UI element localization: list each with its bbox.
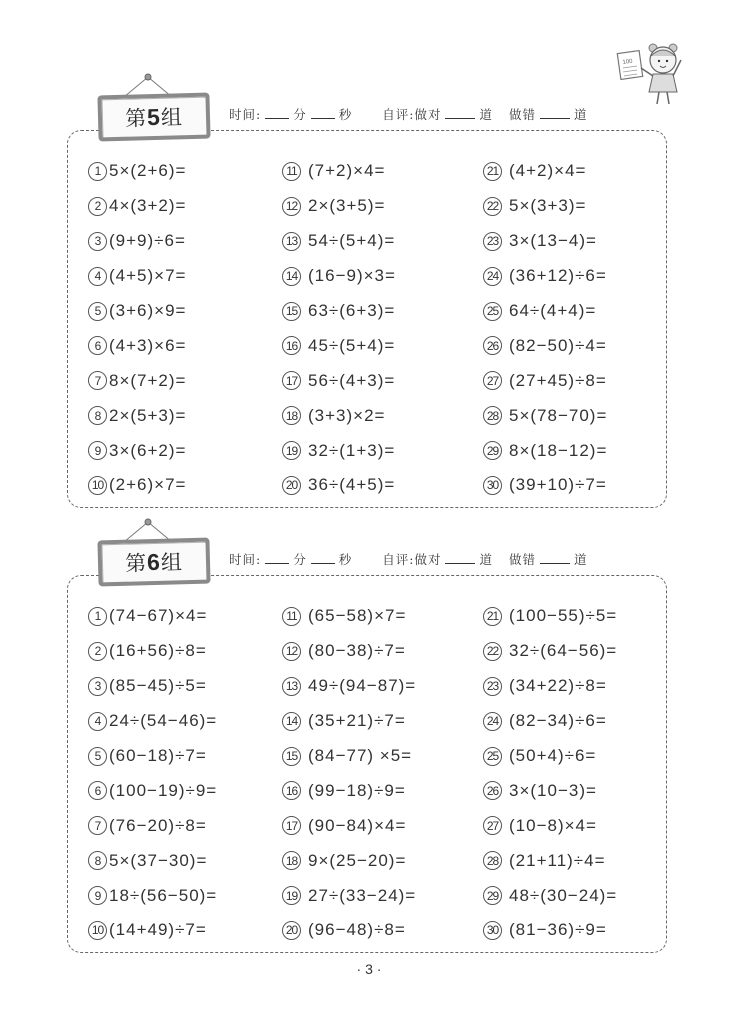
wrong-label: 做错 — [508, 552, 536, 567]
problem-item — [282, 913, 416, 948]
timing-and-self-eval — [229, 550, 588, 568]
seconds-blank[interactable] — [311, 109, 335, 119]
section-title-frame — [97, 538, 210, 587]
problem-number-circle: 25 — [483, 747, 502, 766]
problem-number-circle: 8 — [88, 406, 107, 425]
problem-number-circle: 1 — [88, 162, 107, 181]
problem-expression: 45÷(5+4)= — [308, 335, 396, 355]
problem-number-circle: 15 — [282, 747, 301, 766]
problem-item — [282, 808, 416, 843]
problem-column — [282, 599, 416, 948]
problem-item — [88, 154, 186, 189]
problem-expression: (74−67)×4= — [109, 606, 208, 626]
problem-number-circle: 16 — [282, 336, 301, 355]
problem-item — [88, 224, 186, 259]
second-label: 秒 — [338, 552, 353, 567]
problem-number-circle: 3 — [88, 232, 107, 251]
problem-expression: 2×(3+5)= — [308, 196, 386, 216]
problem-number-circle: 18 — [282, 406, 301, 425]
problem-number-circle: 6 — [88, 336, 107, 355]
problem-item — [483, 669, 617, 704]
wrong-count-blank[interactable] — [540, 109, 570, 119]
problem-item — [483, 878, 617, 913]
problem-item — [483, 773, 617, 808]
problem-number-circle: 19 — [282, 886, 301, 905]
problem-number-circle: 26 — [483, 781, 502, 800]
problem-expression: (90−84)×4= — [308, 815, 407, 835]
problem-item — [88, 294, 186, 329]
problem-number-circle: 27 — [483, 816, 502, 835]
wrong-count-blank[interactable] — [540, 554, 570, 564]
problem-number-circle: 17 — [282, 816, 301, 835]
problem-item — [88, 468, 186, 503]
problem-number-circle: 30 — [483, 921, 502, 940]
self-eval-label: 自评:做对 — [382, 107, 442, 122]
problem-item — [483, 704, 617, 739]
problem-item — [282, 398, 396, 433]
problem-number-circle: 14 — [282, 267, 301, 286]
seconds-blank[interactable] — [311, 554, 335, 564]
problem-number-circle: 21 — [483, 162, 502, 181]
problem-expression: (2+6)×7= — [109, 475, 187, 495]
problem-item — [282, 669, 416, 704]
problem-expression: (80−38)÷7= — [308, 641, 406, 661]
problem-number-circle: 23 — [483, 677, 502, 696]
correct-count-blank[interactable] — [445, 109, 475, 119]
problem-item — [88, 398, 186, 433]
problem-item — [282, 154, 396, 189]
problem-item — [282, 189, 396, 224]
problem-item — [483, 739, 617, 774]
problem-expression: 63÷(6+3)= — [308, 301, 396, 320]
problem-expression: (84−77) ×5= — [308, 746, 413, 765]
problem-expression: (60−18)÷7= — [109, 746, 207, 765]
problem-number-circle: 1 — [88, 607, 107, 626]
problem-expression: (100−19)÷9= — [109, 780, 218, 800]
problem-number-circle: 4 — [88, 712, 107, 731]
problem-item — [483, 599, 617, 634]
minutes-blank[interactable] — [265, 109, 289, 119]
problem-expression: (4+2)×4= — [509, 161, 587, 181]
problem-number-circle: 13 — [282, 677, 301, 696]
problem-expression: 56÷(4+3)= — [308, 370, 396, 390]
problem-number-circle: 3 — [88, 677, 107, 696]
problem-expression: (4+3)×6= — [109, 335, 187, 355]
problem-item — [88, 259, 186, 294]
problem-item — [88, 363, 186, 398]
problem-number-circle: 20 — [282, 476, 301, 495]
problem-expression: (21+11)÷4= — [509, 850, 606, 870]
problem-expression: 9×(25−20)= — [308, 850, 407, 870]
section-title-frame — [97, 93, 210, 142]
problem-column — [88, 154, 186, 503]
problem-expression: 5×(78−70)= — [509, 405, 608, 425]
problem-expression: (96−48)÷8= — [308, 920, 406, 940]
correct-unit: 道 — [479, 552, 493, 567]
wrong-label: 做错 — [508, 107, 536, 122]
problem-item — [88, 808, 217, 843]
problem-expression: (85−45)÷5= — [109, 676, 207, 696]
problem-item — [483, 398, 607, 433]
problem-number-circle: 2 — [88, 197, 107, 216]
problem-expression: (81−36)÷9= — [509, 920, 607, 940]
problem-number-circle: 7 — [88, 816, 107, 835]
problem-expression: 3×(10−3)= — [509, 780, 597, 800]
problem-number-circle: 6 — [88, 781, 107, 800]
problem-number-circle: 18 — [282, 851, 301, 870]
problem-item — [88, 739, 217, 774]
problem-number-circle: 19 — [282, 441, 301, 460]
problem-expression: 32÷(1+3)= — [308, 440, 396, 460]
minutes-blank[interactable] — [265, 554, 289, 564]
self-eval-label: 自评:做对 — [382, 552, 442, 567]
problem-number-circle: 12 — [282, 642, 301, 661]
problem-expression: 18÷(56−50)= — [109, 885, 218, 905]
time-label: 时间: — [229, 107, 262, 122]
problem-expression: (35+21)÷7= — [308, 711, 406, 731]
problem-item — [282, 739, 416, 774]
problem-number-circle: 8 — [88, 851, 107, 870]
problem-item — [88, 599, 217, 634]
problem-expression: (16+56)÷8= — [109, 641, 207, 661]
problem-expression: (36+12)÷6= — [509, 266, 607, 286]
problem-expression: 8×(7+2)= — [109, 370, 187, 390]
problem-item — [88, 704, 217, 739]
problem-item — [88, 189, 186, 224]
problem-number-circle: 5 — [88, 747, 107, 766]
problem-item — [282, 433, 396, 468]
problem-item — [282, 294, 396, 329]
problem-item — [88, 634, 217, 669]
problem-expression: 3×(6+2)= — [109, 440, 187, 460]
problem-item — [88, 328, 186, 363]
problem-expression: (16−9)×3= — [308, 266, 396, 286]
problem-item — [483, 224, 607, 259]
problem-expression: 5×(37−30)= — [109, 850, 208, 870]
problem-item — [282, 259, 396, 294]
problem-item — [88, 878, 217, 913]
second-label: 秒 — [338, 107, 353, 122]
problem-item — [88, 913, 217, 948]
problem-expression: (7+2)×4= — [308, 161, 386, 181]
problem-column — [88, 599, 217, 948]
problem-number-circle: 22 — [483, 642, 502, 661]
problem-expression: (82−34)÷6= — [509, 711, 607, 731]
problem-expression: (50+4)÷6= — [509, 746, 597, 765]
problem-number-circle: 27 — [483, 371, 502, 390]
problem-number-circle: 10 — [88, 476, 107, 495]
problem-number-circle: 26 — [483, 336, 502, 355]
problem-item — [282, 599, 416, 634]
problem-expression: 5×(3+3)= — [509, 196, 587, 216]
problem-expression: (9+9)÷6= — [109, 231, 186, 251]
problem-number-circle: 28 — [483, 851, 502, 870]
problem-number-circle: 5 — [88, 302, 107, 321]
problem-expression: 48÷(30−24)= — [509, 885, 618, 905]
problem-item — [483, 328, 607, 363]
problem-item — [282, 878, 416, 913]
problem-number-circle: 11 — [282, 162, 301, 181]
problem-number-circle: 14 — [282, 712, 301, 731]
problem-number-circle: 29 — [483, 441, 502, 460]
problem-expression: (82−50)÷4= — [509, 335, 607, 355]
problem-item — [483, 808, 617, 843]
problem-expression: (39+10)÷7= — [509, 475, 607, 495]
problem-item — [282, 843, 416, 878]
problem-number-circle: 12 — [282, 197, 301, 216]
problem-number-circle: 13 — [282, 232, 301, 251]
minute-label: 分 — [293, 552, 307, 567]
problem-number-circle: 9 — [88, 886, 107, 905]
timing-and-self-eval — [229, 105, 588, 123]
correct-count-blank[interactable] — [445, 554, 475, 564]
problem-expression: (99−18)÷9= — [308, 780, 406, 800]
problem-expression: 8×(18−12)= — [509, 440, 608, 460]
problem-column — [282, 154, 396, 503]
problem-item — [88, 773, 217, 808]
problem-column — [483, 154, 607, 503]
problem-number-circle: 21 — [483, 607, 502, 626]
problem-number-circle: 20 — [282, 921, 301, 940]
problem-item — [483, 468, 607, 503]
problem-item — [282, 773, 416, 808]
problem-item — [282, 363, 396, 398]
problem-expression: 2×(5+3)= — [109, 405, 187, 425]
problem-item — [483, 189, 607, 224]
problem-item — [483, 843, 617, 878]
problem-item — [88, 433, 186, 468]
problem-expression: (27+45)÷8= — [509, 370, 607, 390]
problem-expression: (100−55)÷5= — [509, 606, 618, 626]
problem-number-circle: 17 — [282, 371, 301, 390]
problem-item — [483, 433, 607, 468]
problem-number-circle: 28 — [483, 406, 502, 425]
problem-column — [483, 599, 617, 948]
wrong-unit: 道 — [574, 107, 588, 122]
page-number: · 3 · — [356, 961, 382, 977]
problem-expression: 49÷(94−87)= — [308, 676, 417, 696]
problem-number-circle: 16 — [282, 781, 301, 800]
problem-expression: 36÷(4+5)= — [308, 475, 396, 495]
problem-number-circle: 11 — [282, 607, 301, 626]
problem-expression: 3×(13−4)= — [509, 231, 597, 251]
wrong-unit: 道 — [574, 552, 588, 567]
svg-text:100: 100 — [622, 58, 633, 66]
problem-number-circle: 10 — [88, 921, 107, 940]
problem-expression: 4×(3+2)= — [109, 196, 187, 216]
problem-item — [483, 294, 607, 329]
problem-expression: 32÷(64−56)= — [509, 641, 618, 661]
problem-number-circle: 25 — [483, 302, 502, 321]
problem-item — [282, 634, 416, 669]
problem-number-circle: 24 — [483, 267, 502, 286]
problem-number-circle: 9 — [88, 441, 107, 460]
problem-number-circle: 22 — [483, 197, 502, 216]
girl-holding-test-paper-icon — [615, 30, 685, 110]
minute-label: 分 — [293, 107, 307, 122]
problem-expression: (14+49)÷7= — [109, 920, 207, 940]
problem-number-circle: 24 — [483, 712, 502, 731]
correct-unit: 道 — [479, 107, 493, 122]
problem-number-circle: 7 — [88, 371, 107, 390]
problem-expression: (3+3)×2= — [308, 405, 386, 425]
problem-expression: 27÷(33−24)= — [308, 885, 417, 905]
problem-number-circle: 4 — [88, 267, 107, 286]
problem-number-circle: 2 — [88, 642, 107, 661]
problem-expression: (65−58)×7= — [308, 606, 407, 626]
problem-expression: 24÷(54−46)= — [109, 711, 218, 731]
problem-expression: (34+22)÷8= — [509, 676, 607, 696]
time-label: 时间: — [229, 552, 262, 567]
problem-item — [483, 634, 617, 669]
problem-number-circle: 23 — [483, 232, 502, 251]
problem-expression: 54÷(5+4)= — [308, 231, 396, 251]
problem-expression: (4+5)×7= — [109, 266, 187, 286]
problem-number-circle: 29 — [483, 886, 502, 905]
problem-expression: (3+6)×9= — [109, 301, 187, 320]
problem-number-circle: 15 — [282, 302, 301, 321]
problem-expression: (76−20)÷8= — [109, 815, 207, 835]
problem-item — [88, 669, 217, 704]
problem-item — [282, 468, 396, 503]
problem-item — [483, 154, 607, 189]
problem-expression: 5×(2+6)= — [109, 161, 187, 181]
problem-item — [282, 704, 416, 739]
problem-item — [88, 843, 217, 878]
problem-item — [483, 913, 617, 948]
section-title: 第6组 — [124, 548, 184, 576]
section-title: 第5组 — [124, 103, 184, 131]
problem-item — [483, 259, 607, 294]
problem-item — [483, 363, 607, 398]
problem-item — [282, 224, 396, 259]
problem-number-circle: 30 — [483, 476, 502, 495]
problem-item — [282, 328, 396, 363]
problem-expression: (10−8)×4= — [509, 815, 597, 835]
problem-expression: 64÷(4+4)= — [509, 301, 597, 320]
